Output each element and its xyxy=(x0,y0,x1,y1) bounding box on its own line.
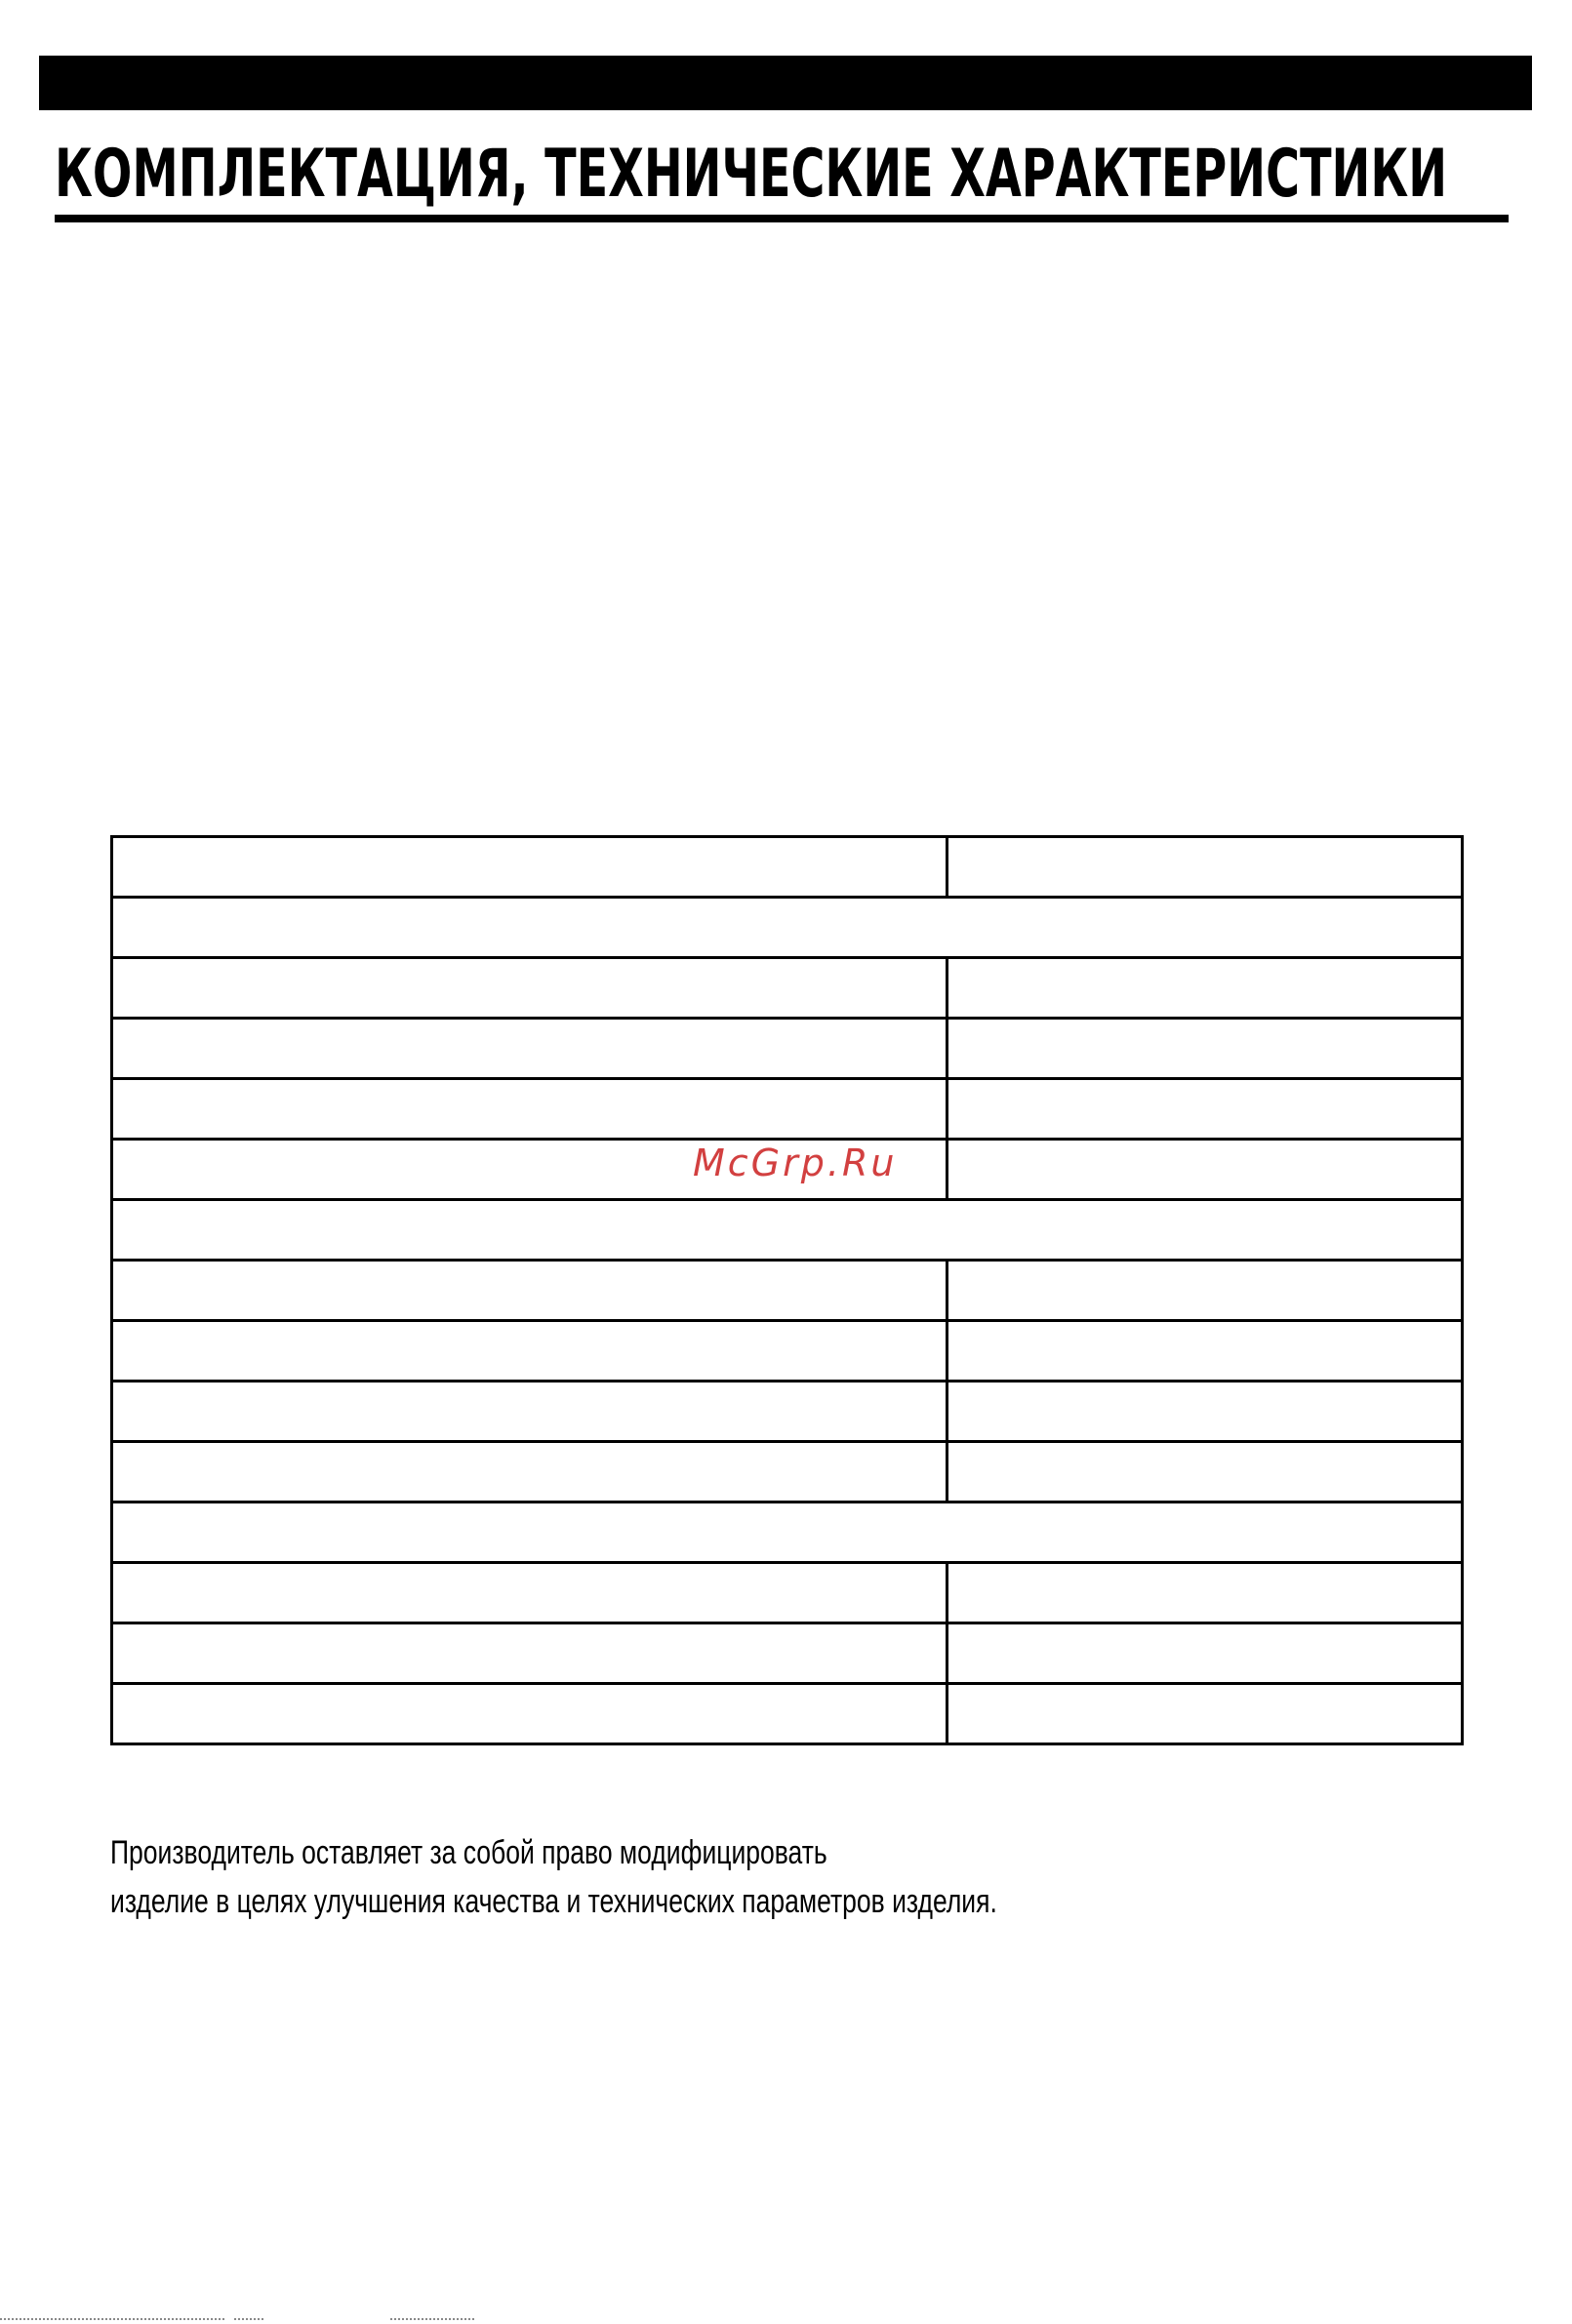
table-section-row xyxy=(112,1503,1463,1563)
spec-table-body xyxy=(112,837,1463,1744)
table-row xyxy=(112,1563,1463,1623)
table-row xyxy=(112,958,1463,1019)
param-cell xyxy=(112,958,947,1019)
value-cell xyxy=(947,837,1463,898)
value-cell xyxy=(947,958,1463,1019)
value-cell xyxy=(947,1321,1463,1382)
table-row xyxy=(112,837,1463,898)
value-cell xyxy=(947,1261,1463,1321)
footer-dotted-line xyxy=(390,2318,474,2320)
value-cell xyxy=(947,1079,1463,1140)
param-cell xyxy=(112,1019,947,1079)
param-cell xyxy=(112,1684,947,1744)
param-cell xyxy=(112,1563,947,1623)
header-bar xyxy=(39,56,1532,110)
watermark: McGrp.Ru xyxy=(693,1142,898,1184)
table-row xyxy=(112,1442,1463,1503)
manufacturer-note xyxy=(110,1828,997,1926)
table-row xyxy=(112,1261,1463,1321)
table-row xyxy=(112,1079,1463,1140)
table-section-row xyxy=(112,1200,1463,1261)
value-cell xyxy=(947,1382,1463,1442)
title-underline xyxy=(55,215,1509,222)
table-row xyxy=(112,1623,1463,1684)
section-cell xyxy=(112,898,1463,958)
value-cell xyxy=(947,1442,1463,1503)
value-cell xyxy=(947,1019,1463,1079)
param-cell xyxy=(112,1382,947,1442)
page-title: КОМПЛЕКТАЦИЯ, ТЕХНИЧЕСКИЕ ХАРАКТЕРИСТИКИ xyxy=(55,136,1448,213)
param-cell xyxy=(112,1442,947,1503)
footer-dotted-line xyxy=(234,2318,263,2320)
table-row xyxy=(112,1321,1463,1382)
value-cell xyxy=(947,1140,1463,1200)
param-cell xyxy=(112,1079,947,1140)
table-section-row xyxy=(112,898,1463,958)
table-row xyxy=(112,1382,1463,1442)
note-line-2: изделие в целях улучшения качества и технических параметров изделия. xyxy=(110,1883,997,1920)
footer-marks xyxy=(0,2318,488,2321)
section-cell xyxy=(112,1503,1463,1563)
param-cell xyxy=(112,1321,947,1382)
spec-table xyxy=(110,835,1464,1745)
footer-dotted-line xyxy=(0,2318,224,2320)
value-cell xyxy=(947,1684,1463,1744)
value-cell xyxy=(947,1623,1463,1684)
table-row xyxy=(112,1684,1463,1744)
note-line-1: Производитель оставляет за собой право модифицировать xyxy=(110,1834,827,1871)
section-cell xyxy=(112,1200,1463,1261)
value-cell xyxy=(947,1563,1463,1623)
param-cell xyxy=(112,837,947,898)
param-cell xyxy=(112,1623,947,1684)
param-cell xyxy=(112,1261,947,1321)
table-row xyxy=(112,1019,1463,1079)
